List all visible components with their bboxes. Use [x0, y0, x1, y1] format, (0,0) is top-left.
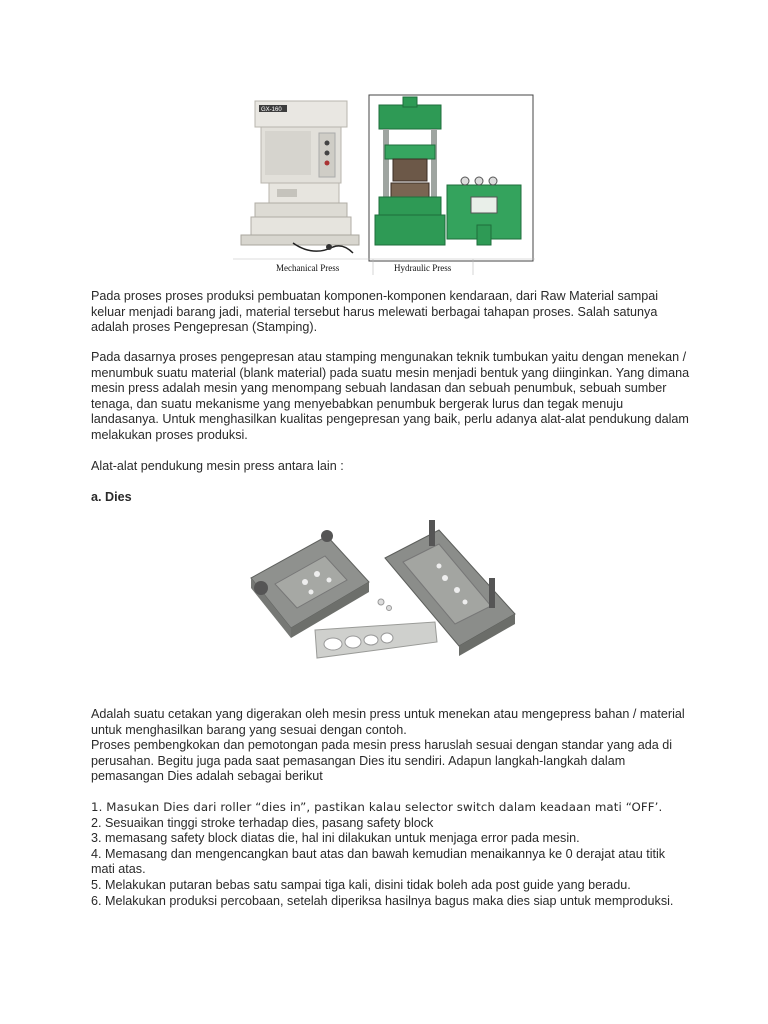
step-item: 2. Sesuaikan tinggi stroke terhadap dies, pasang safety block [91, 815, 434, 830]
dies-heading: a. Dies [91, 490, 132, 504]
caption-hydraulic-press: Hydraulic Press [394, 263, 452, 273]
press-machines-figure [233, 93, 535, 275]
support-tools-paragraph: Alat-alat pendukung mesin press antara lain : [91, 459, 344, 473]
mechanical-press-image [241, 101, 359, 253]
press-machines-illustration [233, 93, 535, 275]
intro-paragraph: Pada proses proses produksi pembuatan komponen-komponen kendaraan, dari Raw Material sampai keluar menjadi barang jadi, material tersebut harus melewati berbagai tahapan proses. Salah satunya adalah proses Pengepresan (Stamping). [91, 289, 659, 335]
dies-definition-paragraph: Adalah suatu cetakan yang digerakan oleh mesin press untuk menekan atau mengepress bahan / material untuk menghasilkan barang yang sesuai dengan contoh. [91, 707, 685, 737]
step-item: 4. Memasang dan mengencangkan baut atas dan bawah kemudian menaikannya ke 0 derajat atau titik mati atas. [91, 846, 666, 877]
step-item: 1. Masukan Dies dari roller “dies in”, pastikan kalau selector switch dalam keadaan mati “OFF’. [91, 800, 663, 814]
step-item: 3. memasang safety block diatas die, hal ini dilakukan untuk menjaga error pada mesin. [91, 831, 580, 846]
machine-label: GX-160 [261, 107, 282, 113]
dies-figure [245, 518, 523, 668]
dies-illustration [245, 518, 523, 668]
step-item: 5. Melakukan putaran bebas satu sampai tiga kali, disini tidak boleh ada post guide yang beradu. [91, 877, 631, 892]
die-left-image [251, 530, 369, 638]
dies-procedure-paragraph: Proses pembengkokan dan pemotongan pada mesin press haruslah sesuai dengan standar yang ada di perusahan. Begitu juga pada saat pemasangan Dies itu sendiri. Adapun langkah-langkah dalam pemasangan Dies adalah sebagai berikut [91, 738, 673, 784]
caption-mechanical-press: Mechanical Press [276, 263, 340, 273]
hydraulic-press-image [369, 95, 533, 261]
dies-steps-list [91, 800, 691, 909]
stamping-paragraph: Pada dasarnya proses pengepresan atau stamping mengunakan teknik tumbukan yaitu dengan menekan / menumbuk suatu material (blank material) pada suatu mesin menjadi bentuk yang diinginkan. Yang dimana mesin press adalah mesin yang menompang sebuah landasan dan sebuah penumbuk, sebuah sumber tenaga, dan suatu mekanisme yang menyebabkan penumbuk bergerak lurus dan tegak menuju landasanya. Untuk menghasilkan kualitas pengepresan yang baik, perlu adanya alat-alat pendukung dalam melakukan proses produksi. [91, 350, 690, 442]
step-item: 6. Melakukan produksi percobaan, setelah diperiksa hasilnya bagus maka dies siap untuk memproduksi. [91, 893, 674, 908]
